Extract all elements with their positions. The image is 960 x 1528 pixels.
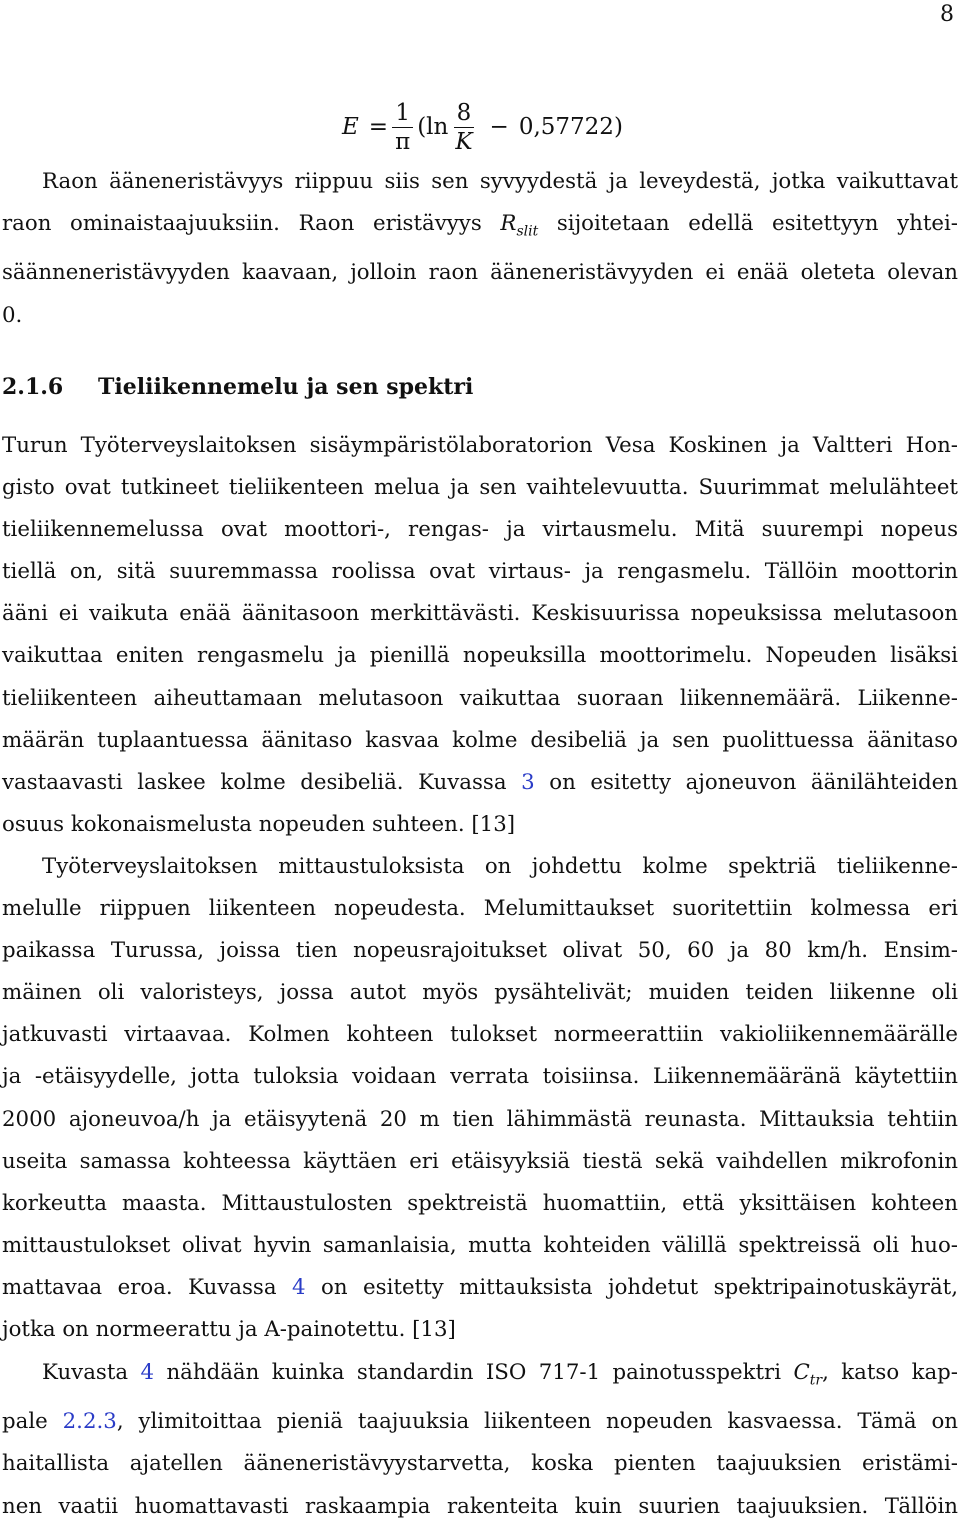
fraction-one-over-pi [392,99,413,156]
equation-equals: = [368,114,389,140]
text-line: gisto ovat tutkineet tieliikenteen melua ja sen vaihtelevuutta. Suurimmat melulähteet [2,475,958,501]
text-line: määrän tuplaantuessa äänitaso kasvaa kolme desibeliä ja sen puolittuessa äänitaso [2,727,958,753]
text-line: melulle riippuen liikenteen nopeudesta. Melumittaukset suoritettiin kolmessa eri [2,896,958,922]
paragraph-traffic-noise [2,425,958,846]
figure-reference-link[interactable]: 4 [292,1274,306,1300]
equation-ln: (ln [417,114,449,140]
text-line: useita samassa kohteessa käyttäen eri etäisyyksiä tiestä sekä vaihdellen mikrofonin [2,1148,958,1174]
fraction-eight-over-k [452,99,475,156]
fraction-numerator: 8 [454,99,475,128]
text-line: 2000 ajoneuvoa/h ja etäisyytenä 20 m tien lähimmästä reunasta. Mittauksia tehtiin [2,1106,958,1132]
text-line: Kuvasta 4 nähdään kuinka standardin ISO 717-1 painotusspektri $C_{tr}$, katso kap- [42,1360,959,1389]
text-line: ääni ei vaikuta enää äänitasoon merkittävästi. Keskisuurissa nopeuksissa melutasoon [2,601,958,627]
text-line: Turun Työterveyslaitoksen sisäympäristölaboratorion Vesa Koskinen ja Valtteri Hon- [2,433,958,458]
text-line: jotka on normeerattu ja A-painotettu. [13] [2,1317,456,1343]
figure-reference-link[interactable]: 3 [521,769,535,795]
equation [342,92,623,162]
text-line: nen vaatii huomattavasti raskaampia rakenteita kuin suurien taajuuksien. Tällöin [2,1493,958,1519]
text-line: tiellä on, sitä suuremmassa roolissa ovat virtaus- ja rengasmelu. Tällöin moottorin [2,559,958,585]
section-reference-link[interactable]: 2.2.3 [62,1409,117,1435]
text-line: vastaavasti laskee kolme desibeliä. Kuvassa 3 on esitetty ajoneuvon äänilähteiden [2,769,958,795]
text-line: Työterveyslaitoksen mittaustuloksista on johdettu kolme spektriä tieliikenne- [42,854,958,879]
paragraph-measurements [2,846,958,1351]
text-line: Raon ääneneristävyys riippuu siis sen syvyydestä ja leveydestä, jotka vaikuttavat [42,169,958,194]
text-line: pale 2.2.3, ylimitoittaa pieniä taajuuksia liikenteen nopeuden kasvaessa. Tämä on [2,1409,958,1435]
equation-lhs: E [342,114,359,140]
paragraph-slit-insulation [2,161,958,337]
equation-constant: 0,57722) [518,114,623,140]
section-number: 2.1.6 [2,374,64,400]
text-line: haitallista ajatellen ääneneristävyystarvetta, koska pienten taajuuksien eristämi- [2,1451,958,1477]
text-line: paikassa Turussa, joissa tien nopeusrajoitukset olivat 50, 60 ja 80 km/h. Ensim- [2,938,958,964]
fraction-denominator: K [455,128,473,155]
text-line: tieliikennemelussa ovat moottori-, rengas- ja virtausmelu. Mitä suurempi nopeus [2,517,958,543]
page-number: 8 [940,2,954,27]
figure-reference-link[interactable]: 4 [140,1360,155,1385]
text-line: osuus kokonaismelusta nopeuden suhteen. [13] [2,811,516,837]
text-line: korkeutta maasta. Mittaustulosten spektreistä huomattiin, että yksittäisen kohteen [2,1190,958,1216]
text-line: mäinen oli valoristeys, jossa autot myös pysähtelivät; muiden teiden liikenne oli [2,980,958,1006]
fraction-denominator: π [395,128,411,155]
fraction-numerator: 1 [392,99,413,128]
paragraph-spectrum-comparison [2,1352,958,1528]
text-line: ja -etäisyydelle, jotta tuloksia voidaan verrata toisiinsa. Liikennemääränä käytettiin [2,1064,958,1090]
text-line: mattavaa eroa. Kuvassa 4 on esitetty mittauksista johdetut spektripainotuskäyrät, [2,1274,958,1300]
section-title: Tieliikennemelu ja sen spektri [98,374,474,400]
text-line: raon ominaistaajuuksiin. Raon eristävyys $R_{slit}$ sijoitetaan edellä esitettyyn yhtei- [2,211,958,240]
text-line: tieliikenteen aiheuttamaan melutasoon vaikuttaa suoraan liikennemäärä. Liikenne- [2,685,958,711]
section-heading [2,366,473,408]
text-line: vaikuttaa eniten rengasmelu ja pienillä nopeuksilla moottorimelu. Nopeuden lisäksi [2,643,958,669]
text-line: mittaustulokset olivat hyvin samanlaisia, mutta kohteiden välillä spektreissä oli huo- [2,1232,958,1258]
text-line: jatkuvasti virtaavaa. Kolmen kohteen tulokset normeerattiin vakioliikennemäärälle [2,1022,958,1048]
equation-minus: − [489,114,509,140]
text-line: säänneneristävyyden kaavaan, jolloin raon ääneneristävyyden ei enää oleteta olevan [2,260,958,286]
text-line: 0. [2,302,23,328]
